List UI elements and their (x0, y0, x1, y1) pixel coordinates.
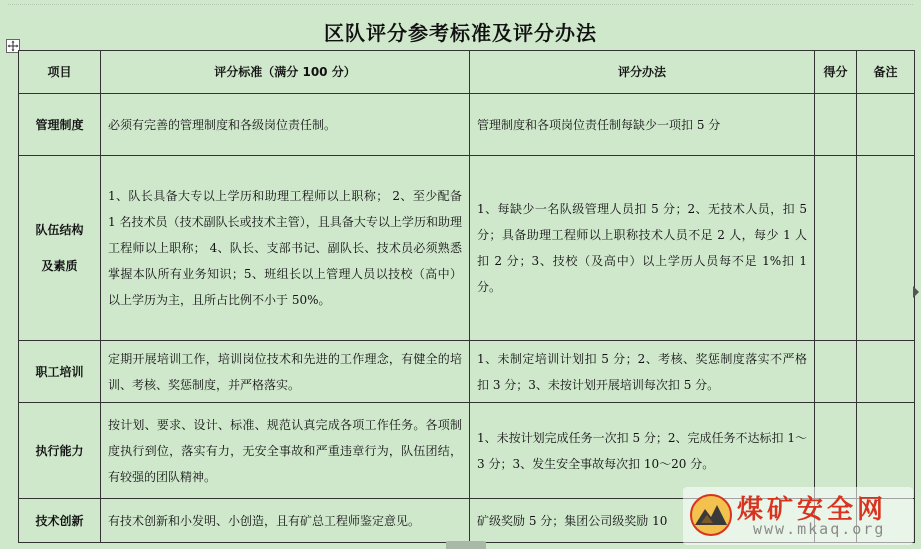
score-cell[interactable] (815, 94, 857, 156)
score-cell[interactable] (815, 156, 857, 341)
scroll-marker-icon[interactable] (913, 283, 919, 295)
method-cell[interactable]: 1、未制定培训计划扣 5 分；2、考核、奖惩制度落实不严格扣 3 分；3、未按计划开展培训每次扣 5 分。 (470, 341, 815, 403)
header-score: 得分 (815, 51, 857, 94)
remark-cell[interactable] (857, 156, 915, 341)
header-item: 项目 (19, 51, 101, 94)
score-cell[interactable] (815, 341, 857, 403)
table-row (19, 403, 915, 499)
item-label: 技术创新 (35, 513, 84, 528)
item-label: 队伍结构 (35, 223, 84, 237)
item-cell[interactable] (19, 341, 101, 403)
method-cell[interactable]: 1、每缺少一名队级管理人员扣 5 分；2、无技术人员，扣 5 分；具备助理工程师以上职称技术人员不足 2 人，每少 1 人扣 2 分；3、技校（及高中）以上学历人员每不足 1%扣 1 分。 (470, 156, 815, 341)
page-margin-guide (8, 4, 913, 5)
item-label: 职工培训 (35, 364, 84, 379)
item-cell[interactable] (19, 499, 101, 543)
header-remark: 备注 (857, 51, 915, 94)
header-standard: 评分标准（满分 100 分） (101, 51, 470, 94)
item-label-line2: 及素质 (41, 259, 78, 273)
table-header-row (19, 51, 915, 94)
mountain-emblem-icon (689, 493, 733, 537)
standard-cell[interactable]: 定期开展培训工作，培训岗位技术和先进的工作理念，有健全的培训、考核、奖惩制度，并严格落实。 (101, 341, 470, 403)
table-row (19, 156, 915, 341)
method-cell[interactable]: 1、未按计划完成任务一次扣 5 分；2、完成任务不达标扣 1～3 分；3、发生安全事故每次扣 10～20 分。 (470, 403, 815, 499)
score-cell[interactable] (815, 403, 857, 499)
item-cell[interactable] (19, 403, 101, 499)
remark-cell[interactable] (857, 94, 915, 156)
page-title: 区队评分参考标准及评分办法 (324, 21, 597, 45)
item-label: 管理制度 (35, 117, 84, 132)
table-row (19, 341, 915, 403)
table-row (19, 94, 915, 156)
standard-cell[interactable]: 有技术创新和小发明、小创造，且有矿总工程师鉴定意见。 (101, 499, 470, 543)
header-method: 评分办法 (470, 51, 815, 94)
item-cell[interactable] (19, 94, 101, 156)
standard-cell[interactable]: 按计划、要求、设计、标准、规范认真完成各项工作任务。各项制度执行到位，落实有力，无安全事故和严重违章行为，队伍团结，有较强的团队精神。 (101, 403, 470, 499)
watermark-name: 煤矿安全网 (737, 495, 888, 525)
method-cell[interactable]: 管理制度和各项岗位责任制每缺少一项扣 5 分 (470, 94, 815, 156)
item-cell[interactable] (19, 156, 101, 341)
scoring-table (18, 50, 915, 543)
standard-cell[interactable]: 必须有完善的管理制度和各级岗位责任制。 (101, 94, 470, 156)
remark-cell[interactable] (857, 341, 915, 403)
site-watermark-logo (683, 487, 913, 545)
watermark-url: www.mkaq.org (753, 520, 886, 538)
standard-cell[interactable]: 1、队长具备大专以上学历和助理工程师以上职称； 2、至少配备 1 名技术员（技术副队长或技术主管），且具备大专以上学历和助理工程师以上职称； 4、队长、支部书记、副队长、技术员必须熟悉掌握本队所有业务知识；5、班组长以上管理人员以技校（高中）以上学历为主，且所占比例不小于 50%。 (101, 156, 470, 341)
method-cell[interactable]: 矿级奖励 5 分；集团公司级奖励 10 (470, 499, 815, 543)
item-label: 执行能力 (35, 443, 84, 458)
table-resize-handle[interactable] (446, 541, 486, 549)
remark-cell[interactable] (857, 403, 915, 499)
